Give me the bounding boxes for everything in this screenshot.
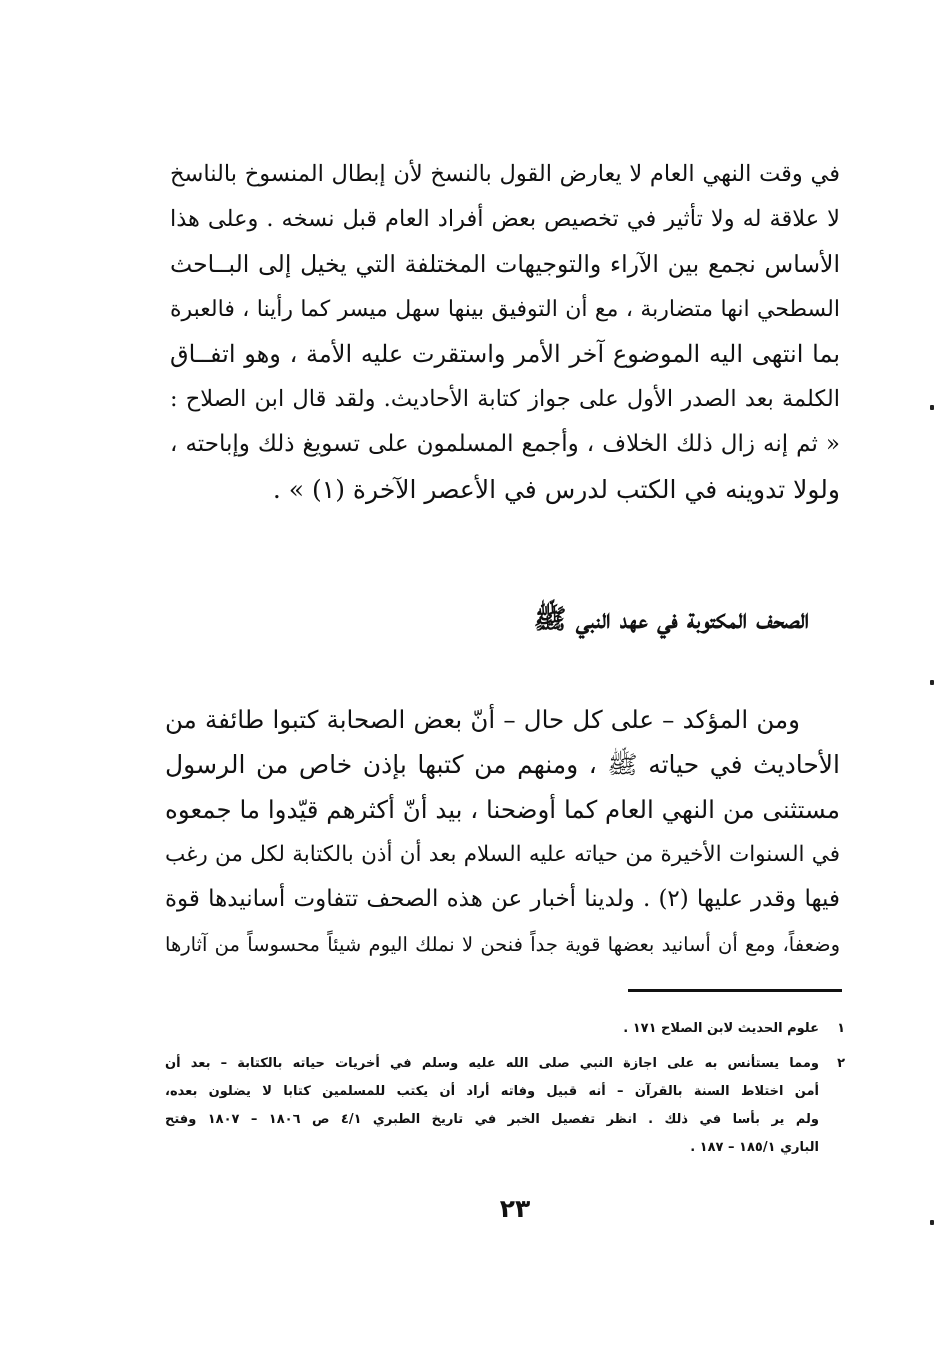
footnote-separator — [628, 989, 842, 992]
footnotes — [165, 1015, 845, 1162]
text-line: الكلمة بعد الصدر الأول على جواز كتابة الأحاديث. ولقد قال ابن الصلاح : — [170, 386, 840, 412]
text-line: الأحاديث في حياته ﷺ ، ومنهم من كتبها بإذن خاص من الرسول — [165, 750, 840, 779]
body-paragraph-1 — [170, 152, 840, 512]
text-line: فيها وقدر عليها (٢) . ولدينا أخبار عن هذه الصحف تتفاوت أسانيدها قوة — [165, 886, 840, 912]
body-paragraph-2 — [165, 697, 840, 967]
footnote-line: الباري ١٨٥/١ – ١٨٧ . — [690, 1140, 819, 1155]
footnote-2 — [165, 1050, 845, 1162]
scan-speck — [930, 680, 934, 685]
footnote-number: ٢ — [837, 1056, 845, 1071]
footnote-number: ١ — [837, 1021, 845, 1036]
text-line: في وقت النهي العام لا يعارض القول بالنسخ لأن إبطال المنسوخ بالناسخ — [170, 161, 840, 187]
footnote-line: ومما يستأنس به على اجازة النبي صلى الله عليه وسلم في أخريات حياته بالكتابة – بعد أن — [165, 1056, 819, 1071]
text-line: الأساس نجمع بين الآراء والتوجيهات المختلفة التي يخيل إلى البــاحث — [170, 250, 840, 278]
text-line: السطحي انها متضاربة ، مع أن التوفيق بينها سهل ميسر كما رأينا ، فالعبرة — [170, 297, 840, 322]
text-line: « ثم إنه زال ذلك الخلاف ، وأجمع المسلمون على تسويغ ذلك وإباحته ، — [170, 431, 840, 457]
text-line: بما انتهى اليه الموضوع آخر الأمر واستقرت عليه الأمة ، وهو اتفــاق — [170, 340, 840, 368]
section-heading: الصحف المكتوبة في عهد النبي ﷺ — [533, 604, 809, 635]
text-line: لا علاقة له ولا تأثير في تخصيص بعض أفراد العام قبل نسخه . وعلى هذا — [170, 206, 840, 232]
scan-speck — [930, 1220, 934, 1225]
text-line: مستثنى من النهي العام كما أوضحنا ، بيد أنّ أكثرهم قيّدوا ما جمعوه — [165, 795, 840, 824]
text-line: وضعفاً، ومع أن أسانيد بعضها قوية جداً فنحن لا نملك اليوم شيئاً محسوساً من آثارها — [165, 933, 840, 956]
text-line: ولولا تدوينه في الكتب لدرس في الأعصر الآخرة (١) » . — [272, 475, 840, 504]
text-line: ومن المؤكد – على كل حال – أنّ بعض الصحابة كتبوا طائفة من — [165, 705, 800, 734]
footnote-1 — [165, 1015, 845, 1043]
text-line: في السنوات الأخيرة من حياته عليه السلام بعد أن أذن بالكتابة لكل من رغب — [165, 842, 840, 867]
page-number: ٢٣ — [499, 1194, 531, 1223]
footnote-line: علوم الحديث لابن الصلاح ١٧١ . — [623, 1021, 819, 1036]
scan-speck — [930, 405, 934, 410]
footnote-line: أمن اختلاط السنة بالقرآن – أنه قبيل وفاته أراد أن يكتب للمسلمين كتابا لا يضلون بعده، — [165, 1084, 819, 1099]
footnote-line: ولم ير بأسا في ذلك . انظر تفصيل الخبر في تاريخ الطبري ٤/١ ص ١٨٠٦ – ١٨٠٧ وفتح — [165, 1112, 819, 1127]
